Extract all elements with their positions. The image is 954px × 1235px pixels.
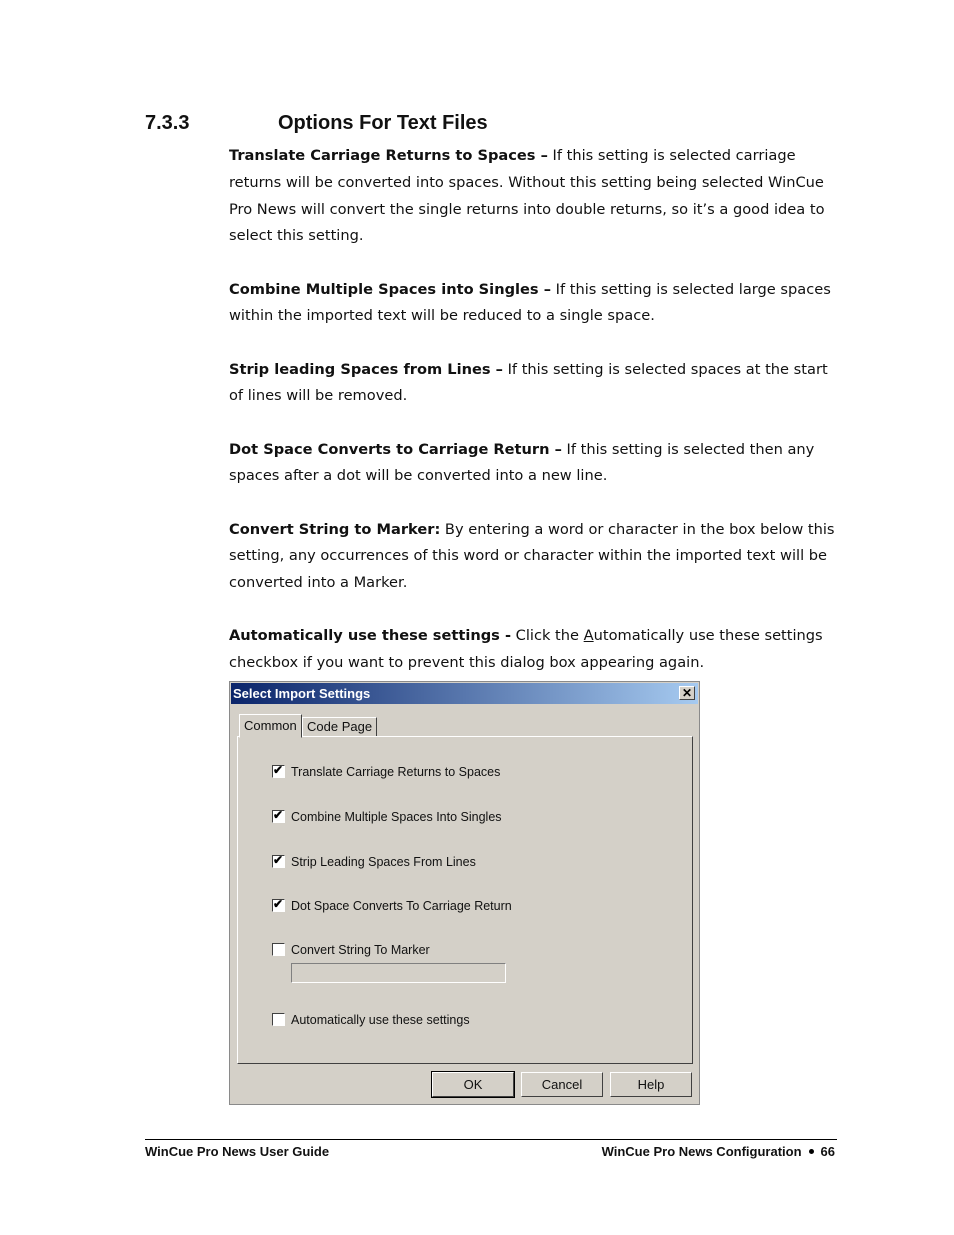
footer-chapter-title: WinCue Pro News Configuration [601,1144,802,1159]
paragraph [229,143,839,250]
select-import-settings-dialog [229,681,700,1105]
paragraph [229,437,839,491]
automatically-use-settings-checkbox[interactable] [272,1013,470,1027]
paragraph-term: Translate Carriage Returns to Spaces – [229,147,548,164]
paragraph-text: If this setting is selected then any spaces after a dot will be converted into a new line. [229,440,815,485]
bullet-icon [809,1149,814,1154]
check-mark-icon: ✔ [273,763,284,777]
checkbox-box[interactable] [272,765,285,778]
paragraph [229,517,839,597]
page-number: 66 [820,1144,835,1159]
check-mark-icon: ✔ [273,853,284,867]
check-mark-icon: ✔ [273,897,284,911]
paragraph-term: Strip leading Spaces from Lines – [229,360,503,378]
paragraph-text: Click the [511,627,584,645]
footer-divider [145,1139,837,1140]
footer-guide-title: WinCue Pro News User Guide [145,1144,330,1159]
ok-button[interactable]: OK [432,1072,514,1097]
paragraph-term: Automatically use these settings - [229,627,511,645]
translate-carriage-returns-checkbox[interactable] [272,765,500,779]
body-text [229,143,839,703]
tab-common[interactable]: Common [239,714,302,738]
tab-code-page[interactable]: Code Page [302,717,377,737]
section-number: 7.3.3 [145,112,190,134]
convert-string-to-marker-checkbox[interactable] [272,943,430,957]
paragraph-text: utomatically use these settings checkbox if you want to prevent this dialog box appearing again. [229,627,823,672]
paragraph-text: If this setting is selected spaces at the start of lines will be removed. [229,360,828,405]
paragraph-term: Convert String to Marker: [229,520,441,538]
checkbox-box[interactable] [272,1013,285,1026]
checkbox-label: Strip Leading Spaces From Lines [291,855,476,869]
close-icon[interactable]: ✕ [679,686,695,700]
checkbox-label: Automatically use these settings [291,1013,470,1027]
checkbox-box[interactable] [272,855,285,868]
paragraph-text: If this setting is selected large spaces within the imported text will be reduced to a single space. [229,280,831,325]
checkbox-box[interactable] [272,899,285,912]
paragraph [229,357,839,411]
checkbox-label: Dot Space Converts To Carriage Return [291,899,512,913]
paragraph-term: Combine Multiple Spaces into Singles – [229,280,551,298]
marker-string-input[interactable] [291,963,506,983]
checkbox-label: Translate Carriage Returns to Spaces [291,765,501,779]
dialog-titlebar[interactable] [231,683,698,704]
paragraph-term: Dot Space Converts to Carriage Return – [229,440,562,458]
dialog-title: Select Import Settings [233,686,371,701]
paragraph-text: By entering a word or character in the box below this setting, any occurrences of this word or character within the imported text will be converted into a Marker. [229,520,835,592]
paragraph [229,277,839,331]
checkbox-label: Convert String To Marker [291,943,430,957]
checkbox-box[interactable] [272,943,285,956]
section-title: Options For Text Files [278,112,488,134]
check-mark-icon: ✔ [273,808,284,822]
combine-multiple-spaces-checkbox[interactable] [272,810,502,824]
footer-chapter [602,1144,835,1159]
help-button[interactable]: Help [610,1072,692,1097]
strip-leading-spaces-checkbox[interactable] [272,855,476,869]
dot-space-converts-checkbox[interactable] [272,899,512,913]
paragraph-underlined: A [583,627,594,645]
cancel-button[interactable]: Cancel [521,1072,603,1097]
paragraph [229,623,839,677]
checkbox-label: Combine Multiple Spaces Into Singles [291,810,502,824]
paragraph-text: If this setting is selected carriage returns will be converted into spaces. Without this setting being selected WinCue Pro News will convert the single returns into double returns, so it’s a good idea to select this setting. [229,147,825,245]
checkbox-box[interactable] [272,810,285,823]
